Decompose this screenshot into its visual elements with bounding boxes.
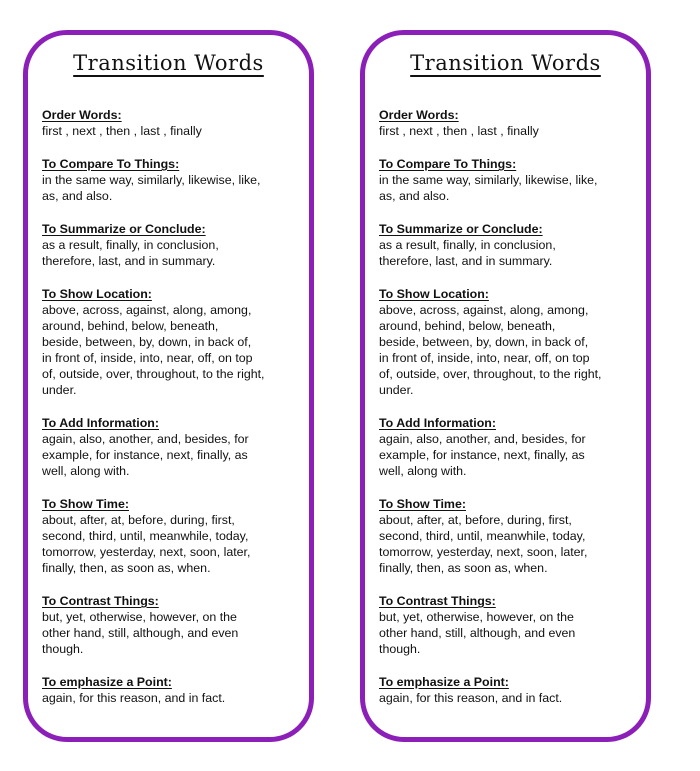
- section-text-line: again, also, another, and, besides, for: [379, 432, 586, 446]
- section-text-line: around, behind, below, beneath,: [42, 319, 219, 333]
- section-heading: To Add Information:: [42, 416, 159, 430]
- section: [379, 286, 638, 398]
- section: [42, 107, 301, 139]
- section-text-line: as, and also.: [379, 189, 450, 203]
- section: [42, 496, 301, 576]
- section: [379, 496, 638, 576]
- section-text-line: but, yet, otherwise, however, on the: [42, 610, 237, 624]
- section: [379, 415, 638, 479]
- section: [379, 221, 638, 269]
- section-heading: To Compare To Things:: [42, 157, 180, 171]
- section: [42, 415, 301, 479]
- section-heading: To Summarize or Conclude:: [42, 222, 206, 236]
- section-text-line: again, for this reason, and in fact.: [42, 691, 226, 705]
- section-text-line: of, outside, over, throughout, to the right,: [379, 367, 602, 381]
- section-heading: To emphasize a Point:: [379, 675, 509, 689]
- bookmark-right: [360, 30, 651, 742]
- section-text-line: as a result, finally, in conclusion,: [42, 238, 219, 252]
- section-text-line: under.: [42, 383, 77, 397]
- section-text-line: about, after, at, before, during, first,: [42, 513, 235, 527]
- section-text-line: but, yet, otherwise, however, on the: [379, 610, 574, 624]
- section-text-line: again, for this reason, and in fact.: [379, 691, 563, 705]
- section-text-line: in front of, inside, into, near, off, on top: [379, 351, 590, 365]
- section-text-line: example, for instance, next, finally, as: [42, 448, 248, 462]
- section-heading: To Add Information:: [379, 416, 496, 430]
- section: [379, 593, 638, 657]
- bookmark-left: [23, 30, 314, 742]
- section-text-line: around, behind, below, beneath,: [379, 319, 556, 333]
- section-list: [379, 107, 638, 723]
- section-heading: To Show Location:: [42, 287, 152, 301]
- section-text-line: example, for instance, next, finally, as: [379, 448, 585, 462]
- section-text-line: in the same way, similarly, likewise, like,: [379, 173, 598, 187]
- section-heading: Order Words:: [379, 108, 459, 122]
- section-heading: To Show Time:: [42, 497, 129, 511]
- bookmark-title: [28, 51, 309, 75]
- section-text-line: in the same way, similarly, likewise, like,: [42, 173, 261, 187]
- section-text-line: above, across, against, along, among,: [379, 303, 589, 317]
- section-heading: To Show Time:: [379, 497, 466, 511]
- section: [42, 221, 301, 269]
- section-text-line: beside, between, by, down, in back of,: [42, 335, 252, 349]
- section: [379, 107, 638, 139]
- section-text-line: finally, then, as soon as, when.: [42, 561, 211, 575]
- section: [42, 156, 301, 204]
- section-text-line: about, after, at, before, during, first,: [379, 513, 572, 527]
- section-heading: To Summarize or Conclude:: [379, 222, 543, 236]
- section-text-line: though.: [42, 642, 84, 656]
- section-text-line: second, third, until, meanwhile, today,: [379, 529, 586, 543]
- section-heading: To emphasize a Point:: [42, 675, 172, 689]
- section: [42, 593, 301, 657]
- section-text-line: in front of, inside, into, near, off, on top: [42, 351, 253, 365]
- section-text-line: well, along with.: [379, 464, 467, 478]
- section-text-line: therefore, last, and in summary.: [379, 254, 553, 268]
- section-heading: To Contrast Things:: [379, 594, 496, 608]
- section-text-line: beside, between, by, down, in back of,: [379, 335, 589, 349]
- section-text-line: tomorrow, yesterday, next, soon, later,: [42, 545, 251, 559]
- section-text-line: tomorrow, yesterday, next, soon, later,: [379, 545, 588, 559]
- section-heading: To Show Location:: [379, 287, 489, 301]
- section-text-line: above, across, against, along, among,: [42, 303, 252, 317]
- section-text-line: first , next , then , last , finally: [379, 124, 539, 138]
- section-text-line: though.: [379, 642, 421, 656]
- section: [379, 156, 638, 204]
- section-heading: To Compare To Things:: [379, 157, 517, 171]
- section: [42, 674, 301, 706]
- section-heading: To Contrast Things:: [42, 594, 159, 608]
- bookmark-title-text: Transition Words: [73, 51, 264, 75]
- section-text-line: well, along with.: [42, 464, 130, 478]
- bookmark-title: [365, 51, 646, 75]
- section-text-line: finally, then, as soon as, when.: [379, 561, 548, 575]
- section-list: [42, 107, 301, 723]
- section-text-line: again, also, another, and, besides, for: [42, 432, 249, 446]
- section-heading: Order Words:: [42, 108, 122, 122]
- section-text-line: as a result, finally, in conclusion,: [379, 238, 556, 252]
- section-text-line: as, and also.: [42, 189, 113, 203]
- bookmark-title-text: Transition Words: [410, 51, 601, 75]
- section-text-line: under.: [379, 383, 414, 397]
- section: [42, 286, 301, 398]
- section-text-line: other hand, still, although, and even: [42, 626, 239, 640]
- section-text-line: therefore, last, and in summary.: [42, 254, 216, 268]
- section: [379, 674, 638, 706]
- section-text-line: second, third, until, meanwhile, today,: [42, 529, 249, 543]
- section-text-line: other hand, still, although, and even: [379, 626, 576, 640]
- section-text-line: of, outside, over, throughout, to the right,: [42, 367, 265, 381]
- section-text-line: first , next , then , last , finally: [42, 124, 202, 138]
